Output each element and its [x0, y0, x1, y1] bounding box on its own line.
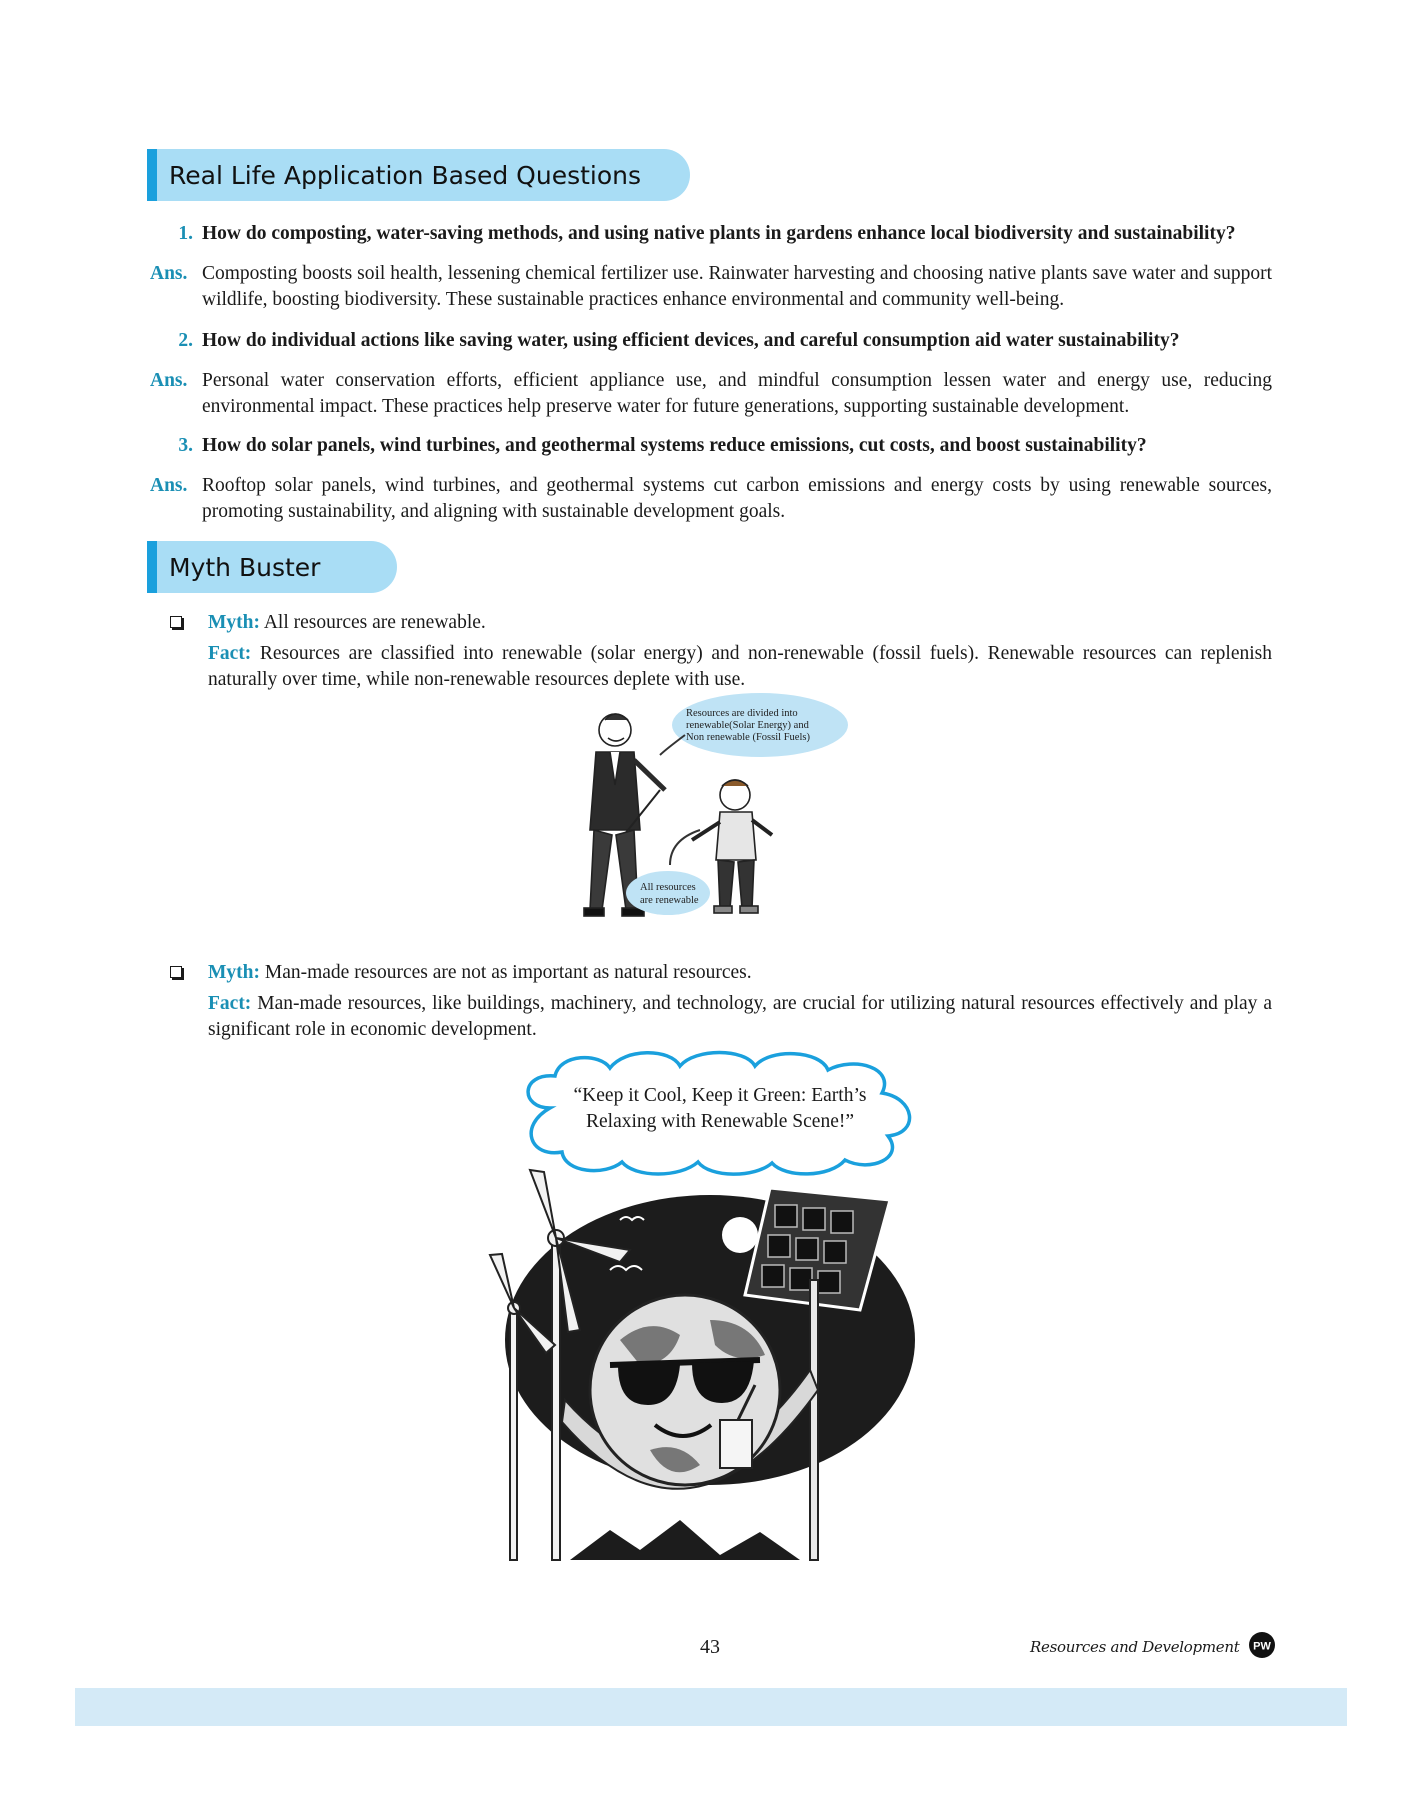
question-number: 1.	[178, 223, 193, 244]
myth-line	[208, 960, 752, 986]
child-speech-bubble	[626, 871, 710, 915]
question-block-1	[150, 221, 1272, 313]
section-title: Real Life Application Based Questions	[169, 160, 642, 190]
pw-logo-text: PW	[1253, 1640, 1271, 1653]
teacher-bubble-text-2: renewable(Solar Energy) and	[686, 720, 809, 731]
cloud-quote-text: “Keep it Cool, Keep it Green: Earth’s Relaxing with Renewable Scene!”	[573, 1085, 867, 1132]
question-block-3	[150, 433, 1272, 525]
section-header-real-life	[147, 149, 690, 201]
myth-block-2	[168, 960, 1272, 1043]
fact-line	[168, 641, 1272, 693]
pw-logo-icon	[1248, 1631, 1276, 1659]
answer-label: Ans.	[150, 263, 188, 284]
page-number: 43	[700, 1636, 720, 1658]
answer-text: Personal water conservation efforts, efficient appliance use, and mindful consumption lessen water and energy use, reducing environmental impact. These practices help preserve water for future generations, supporting sustainable development.	[202, 370, 1272, 417]
fact-text: Man-made resources, like buildings, machinery, and technology, are crucial for utilizing natural resources effectively and play a significant role in economic development.	[208, 993, 1273, 1040]
question-block-2	[150, 328, 1272, 420]
footer-band	[75, 1688, 1347, 1726]
answer-text: Composting boosts soil health, lessening chemical fertilizer use. Rainwater harvesting and choosing native plants save water and support wildlife, boosting biodiversity. These sustainable practices enhance environmental and community well-being.	[202, 263, 1272, 310]
question-text: How do individual actions like saving water, using efficient devices, and careful consumption aid water sustainability?	[202, 330, 1180, 351]
chapter-title: Resources and Development	[1030, 1638, 1240, 1656]
fact-text: Resources are classified into renewable (solar energy) and non-renewable (fossil fuels). Renewable resources can replenish naturally over time, while non-renewable resources deplete with use.	[208, 643, 1273, 690]
question-number: 2.	[178, 330, 193, 351]
section-header-myth-buster	[147, 541, 397, 593]
checkbox-bullet-icon	[168, 966, 188, 980]
fact-label: Fact:	[208, 643, 252, 664]
checkbox-bullet-icon	[168, 616, 188, 630]
myth-label: Myth:	[208, 962, 260, 983]
myth-label: Myth:	[208, 612, 260, 633]
myth-block-1	[168, 610, 1272, 693]
child-bubble-text-2: are renewable	[640, 895, 699, 906]
answer-label: Ans.	[150, 475, 188, 496]
child-bubble-text-1: All resources	[640, 882, 696, 893]
sun-icon	[722, 1217, 758, 1253]
myth-text: Man-made resources are not as important as natural resources.	[264, 962, 752, 983]
teacher-child-illustration	[560, 690, 860, 940]
question-text: How do solar panels, wind turbines, and geothermal systems reduce emissions, cut costs, and boost sustainability?	[202, 435, 1147, 456]
myth-line	[208, 610, 486, 636]
fact-label: Fact:	[208, 993, 252, 1014]
ground-hills	[570, 1520, 800, 1560]
answer-label: Ans.	[150, 370, 188, 391]
earth-character	[590, 1295, 780, 1485]
teacher-bubble-text-3: Non renewable (Fossil Fuels)	[686, 732, 810, 743]
teacher-bubble-text-1: Resources are divided into	[686, 708, 798, 719]
earth-hammock-illustration	[470, 1160, 950, 1600]
fact-line	[168, 991, 1272, 1043]
question-text: How do composting, water-saving methods, and using native plants in gardens enhance local biodiversity and sustainability?	[202, 223, 1236, 244]
myth-text: All resources are renewable.	[263, 612, 486, 633]
section-title: Myth Buster	[169, 552, 321, 582]
question-number: 3.	[178, 435, 193, 456]
answer-text: Rooftop solar panels, wind turbines, and geothermal systems cut carbon emissions and energy costs by using renewable sources, promoting sustainability, and aligning with sustainable development goals.	[202, 475, 1272, 522]
